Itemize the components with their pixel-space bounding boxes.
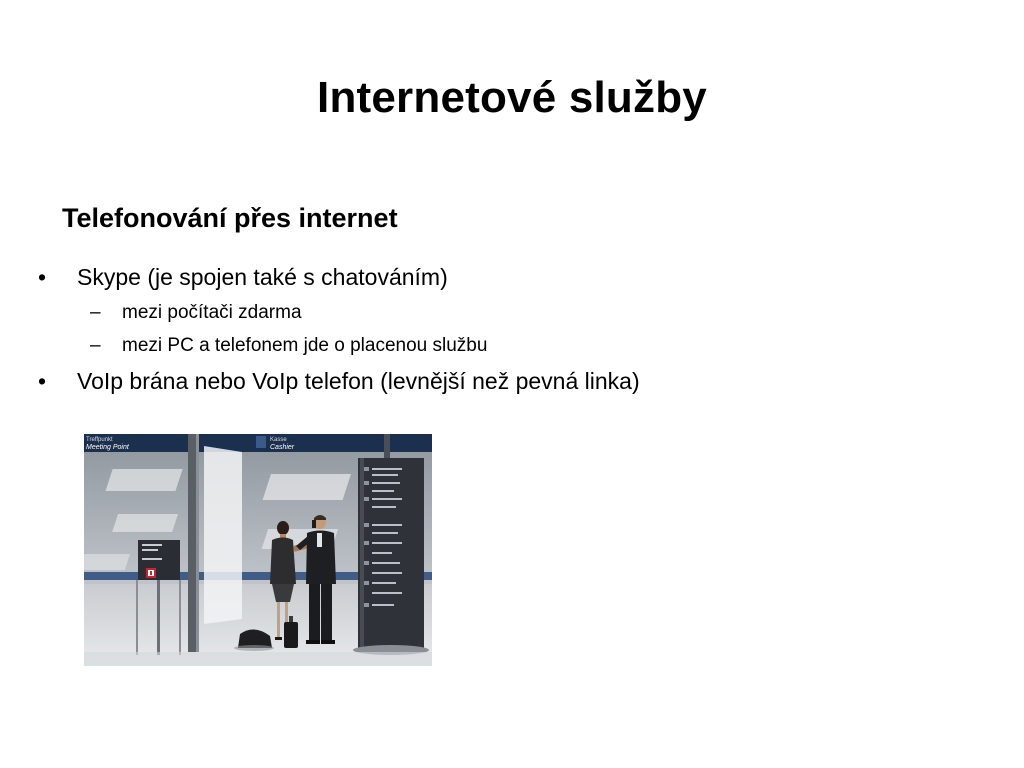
sub-bullet-item-free bbox=[36, 300, 976, 326]
bullet-marker: • bbox=[38, 264, 47, 290]
bullet-item-skype bbox=[36, 262, 976, 292]
sign-meeting-point: Meeting Point bbox=[86, 444, 129, 451]
slide-subtitle: Telefonování přes internet bbox=[62, 203, 398, 233]
sign-cashier: Cashier bbox=[270, 444, 295, 451]
sign-treffpunkt: Treffpunkt bbox=[86, 437, 113, 443]
sub-bullet-marker: – bbox=[90, 302, 101, 323]
sub-bullet-item-paid bbox=[36, 333, 976, 359]
photo-illustration bbox=[84, 434, 432, 666]
sub-bullet-text: mezi počítači zdarma bbox=[122, 302, 302, 323]
bullet-marker: • bbox=[38, 368, 47, 394]
airport-phone-photo bbox=[84, 434, 432, 666]
sub-bullet-text: mezi PC a telefonem jde o placenou službu bbox=[122, 335, 488, 356]
bullet-item-voip bbox=[36, 366, 976, 396]
bullet-list bbox=[36, 262, 976, 404]
bullet-text: Skype (je spojen také s chatováním) bbox=[77, 264, 448, 290]
sign-kasse: Kasse bbox=[270, 437, 287, 443]
bullet-text: VoIp brána nebo VoIp telefon (levnější než pevná linka) bbox=[77, 368, 640, 394]
sub-bullet-marker: – bbox=[90, 335, 101, 356]
slide-title: Internetové služby bbox=[317, 73, 707, 122]
